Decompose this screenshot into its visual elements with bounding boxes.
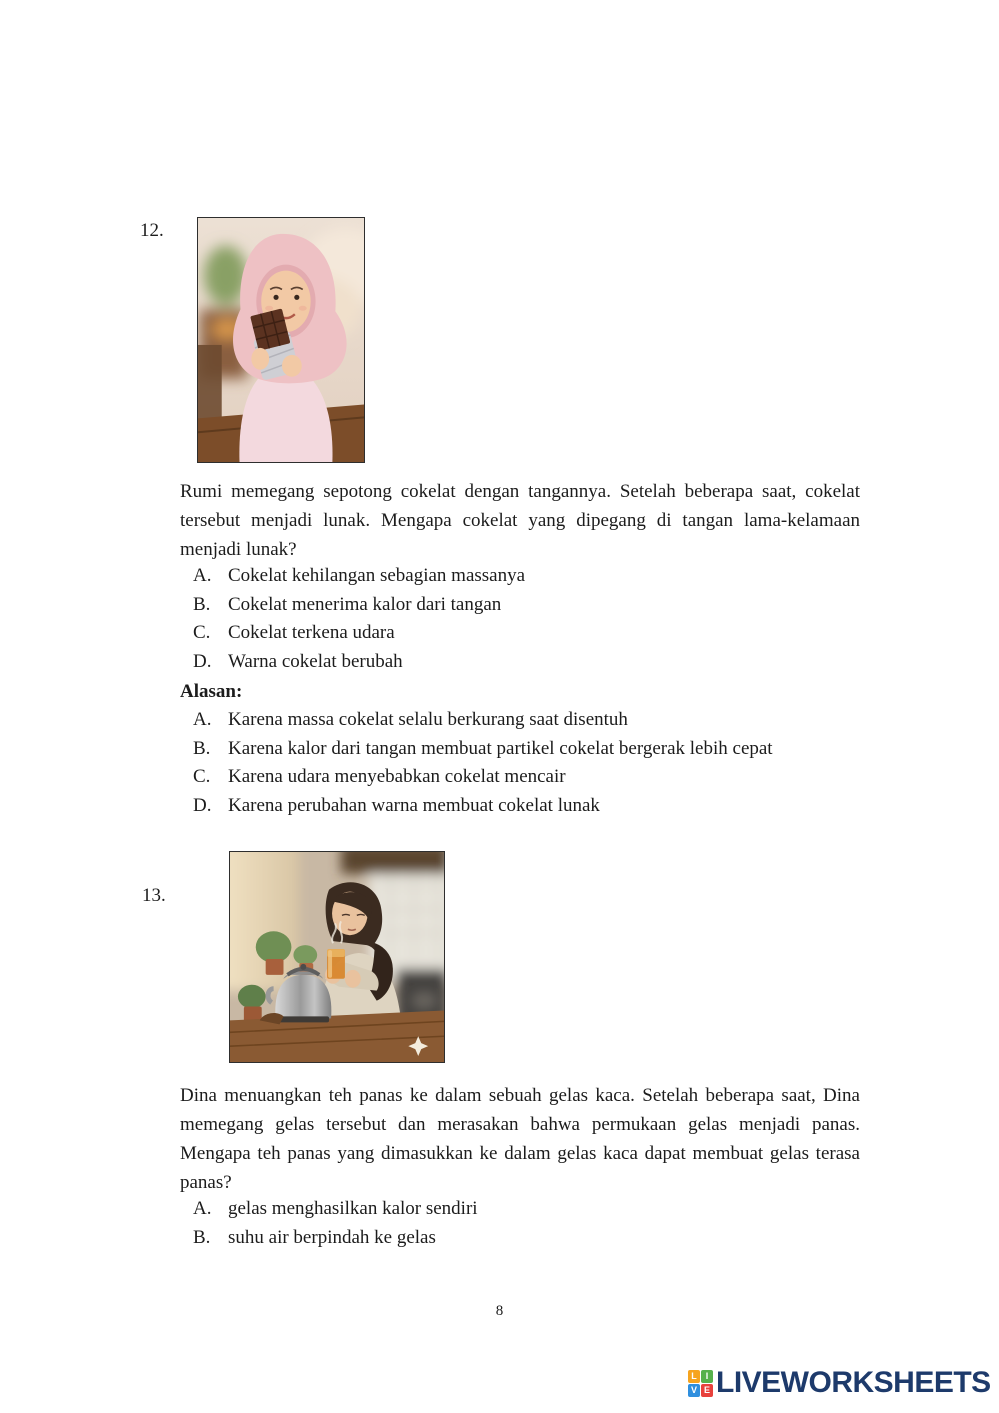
option-text: Cokelat terkena udara	[228, 622, 395, 644]
question-12-reason-a	[180, 706, 900, 735]
option-text: Karena udara menyebabkan cokelat mencair	[228, 766, 566, 788]
question-13-option-a	[180, 1195, 880, 1224]
logo-tile-e: E	[701, 1384, 713, 1397]
question-12-reason-options	[180, 706, 900, 820]
option-text: Karena massa cokelat selalu berkurang saat disentuh	[228, 709, 628, 730]
question-12-option-c	[180, 619, 880, 648]
option-letter: A.	[193, 1198, 212, 1219]
question-13-options	[180, 1195, 880, 1252]
liveworksheets-logo	[688, 1367, 991, 1399]
logo-tile-v: V	[688, 1384, 700, 1397]
option-letter: D.	[193, 650, 212, 672]
option-text: Cokelat kehilangan sebagian massanya	[228, 565, 526, 586]
question-12-reason-b	[180, 735, 900, 764]
option-letter: C.	[193, 622, 211, 644]
question-12-option-a	[180, 562, 880, 591]
girl-chocolate-illustration	[198, 218, 364, 462]
option-letter: B.	[193, 737, 211, 759]
page-number: 8	[495, 1303, 504, 1319]
photo-woman-holding-glass-of-hot-tea-beside-kettle	[229, 851, 445, 1063]
option-letter: B.	[193, 593, 211, 615]
question-13-text: Dina menuangkan teh panas ke dalam sebuah gelas kaca. Setelah beberapa saat, Dina memegang gelas tersebut dan merasakan bahwa permukaan gelas menjadi panas. Mengapa teh panas yang dimasukkan ke dalam gelas kaca dapat membuat gelas terasa panas?	[180, 1085, 860, 1193]
option-letter: C.	[193, 766, 211, 788]
option-text: Cokelat menerima kalor dari tangan	[228, 593, 502, 615]
question-12-text: Rumi memegang sepotong cokelat dengan tangannya. Setelah beberapa saat, cokelat tersebut menjadi lunak. Mengapa cokelat yang dipegang di tangan lama-kelamaan menjadi lunak?	[180, 481, 860, 560]
option-text: Karena perubahan warna membuat cokelat lunak	[228, 794, 600, 816]
woman-tea-illustration	[230, 852, 444, 1062]
option-letter: D.	[193, 794, 212, 816]
option-letter: B.	[193, 1226, 211, 1248]
option-text: suhu air berpindah ke gelas	[228, 1226, 436, 1248]
question-12-options	[180, 562, 880, 676]
question-12-reason-d	[180, 792, 900, 821]
question-13-number: 13.	[142, 885, 166, 906]
option-letter: A.	[193, 565, 212, 586]
option-text: Warna cokelat berubah	[228, 650, 403, 672]
logo-tile-i: I	[701, 1370, 713, 1383]
question-13-option-b	[180, 1224, 880, 1253]
option-text: gelas menghasilkan kalor sendiri	[228, 1198, 478, 1219]
question-12-option-d	[180, 648, 880, 677]
question-12-reason-c	[180, 763, 900, 792]
liveworksheets-logo-icon	[688, 1370, 713, 1397]
option-text: Karena kalor dari tangan membuat partikel cokelat bergerak lebih cepat	[228, 737, 773, 759]
question-12-option-b	[180, 591, 880, 620]
liveworksheets-wordmark: LIVEWORKSHEETS	[716, 1366, 991, 1399]
photo-girl-pink-hijab-holding-chocolate-bar	[197, 217, 365, 463]
option-letter: A.	[193, 709, 212, 730]
logo-tile-l: L	[688, 1370, 700, 1383]
question-12-reason-label: Alasan:	[180, 681, 243, 702]
question-12-number: 12.	[140, 220, 164, 241]
